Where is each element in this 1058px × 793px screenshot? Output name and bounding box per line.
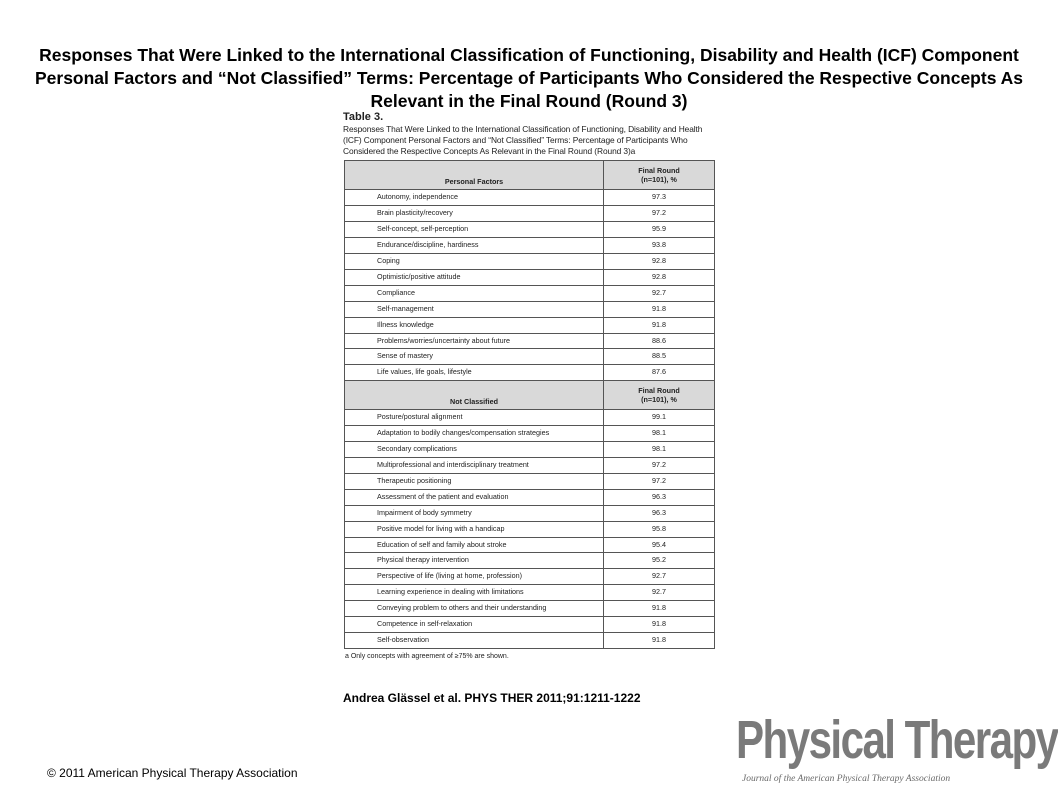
table-row bbox=[345, 585, 715, 601]
percentage-cell: 98.1 bbox=[604, 442, 715, 458]
table-row bbox=[345, 569, 715, 585]
percentage-cell: 97.3 bbox=[604, 190, 715, 206]
concept-cell: Impairment of body symmetry bbox=[345, 505, 604, 521]
logo-subtitle: Journal of the American Physical Therapy Association bbox=[742, 774, 951, 784]
percentage-cell: 95.9 bbox=[604, 222, 715, 238]
concept-cell: Education of self and family about stroke bbox=[345, 537, 604, 553]
title-clip bbox=[0, 0, 1058, 112]
table-row bbox=[345, 537, 715, 553]
value-header-line2: (n=101), % bbox=[641, 175, 677, 185]
concept-cell: Problems/worries/uncertainty about future bbox=[345, 333, 604, 349]
table-row bbox=[345, 410, 715, 426]
citation: Andrea Glässel et al. PHYS THER 2011;91:1211-1222 bbox=[343, 691, 641, 705]
concept-cell: Positive model for living with a handicap bbox=[345, 521, 604, 537]
logo-wordmark: Physical Therapy bbox=[736, 710, 1058, 770]
percentage-cell: 99.1 bbox=[604, 410, 715, 426]
table-row bbox=[345, 473, 715, 489]
percentage-cell: 92.7 bbox=[604, 585, 715, 601]
table-caption: Responses That Were Linked to the International Classification of Functioning, Disability and Health (ICF) Component Personal Factors and “Not Classified” Terms: Percentage of Participants Who Considered the Respective Concepts As Relevant in the Final Round (Round 3)a bbox=[343, 124, 703, 156]
section-header-row bbox=[345, 161, 715, 190]
concept-cell: Illness knowledge bbox=[345, 317, 604, 333]
concept-cell: Sense of mastery bbox=[345, 349, 604, 365]
table-row bbox=[345, 553, 715, 569]
concept-cell: Multiprofessional and interdisciplinary treatment bbox=[345, 457, 604, 473]
table-row bbox=[345, 617, 715, 633]
percentage-cell: 88.5 bbox=[604, 349, 715, 365]
percentage-cell: 96.3 bbox=[604, 505, 715, 521]
section-header-row bbox=[345, 381, 715, 410]
concept-cell: Learning experience in dealing with limitations bbox=[345, 585, 604, 601]
value-header-line1: Final Round bbox=[638, 385, 680, 395]
percentage-cell: 92.7 bbox=[604, 285, 715, 301]
concept-cell: Brain plasticity/recovery bbox=[345, 206, 604, 222]
table-row bbox=[345, 601, 715, 617]
table-row bbox=[345, 333, 715, 349]
percentage-cell: 95.8 bbox=[604, 521, 715, 537]
percentage-cell: 91.8 bbox=[604, 317, 715, 333]
percentage-cell: 95.2 bbox=[604, 553, 715, 569]
percentage-cell: 97.2 bbox=[604, 457, 715, 473]
value-column-header bbox=[604, 381, 715, 410]
concept-cell: Assessment of the patient and evaluation bbox=[345, 489, 604, 505]
concept-cell: Physical therapy intervention bbox=[345, 553, 604, 569]
percentage-cell: 92.7 bbox=[604, 569, 715, 585]
table-row bbox=[345, 521, 715, 537]
data-table bbox=[344, 160, 715, 648]
concept-cell: Adaptation to bodily changes/compensation strategies bbox=[345, 426, 604, 442]
table-row bbox=[345, 349, 715, 365]
percentage-cell: 95.4 bbox=[604, 537, 715, 553]
slide-title: Responses That Were Linked to the International Classification of Functioning, Disability and Health (ICF) Component Personal Factors and “Not Classified” Terms: Percentage of Participants Who Considered the Respective Concepts As Relevant in the Final Round (Round 3) bbox=[34, 45, 1024, 111]
concept-cell: Coping bbox=[345, 254, 604, 270]
concept-cell: Self-management bbox=[345, 301, 604, 317]
physical-therapy-logo bbox=[736, 710, 1058, 790]
table-label: Table 3. bbox=[343, 111, 384, 123]
table-figure bbox=[340, 111, 720, 660]
table-row bbox=[345, 442, 715, 458]
concept-cell: Optimistic/positive attitude bbox=[345, 269, 604, 285]
percentage-cell: 91.8 bbox=[604, 601, 715, 617]
table-row bbox=[345, 285, 715, 301]
percentage-cell: 96.3 bbox=[604, 489, 715, 505]
table-row bbox=[345, 489, 715, 505]
concept-cell: Posture/postural alignment bbox=[345, 410, 604, 426]
concept-cell: Life values, life goals, lifestyle bbox=[345, 365, 604, 381]
concept-cell: Self-observation bbox=[345, 632, 604, 648]
value-header-line1: Final Round bbox=[638, 165, 680, 175]
copyright: © 2011 American Physical Therapy Association bbox=[47, 766, 298, 780]
section-header: Not Classified bbox=[345, 381, 604, 410]
percentage-cell: 98.1 bbox=[604, 426, 715, 442]
table-row bbox=[345, 365, 715, 381]
concept-cell: Competence in self-relaxation bbox=[345, 617, 604, 633]
value-column-header bbox=[604, 161, 715, 190]
table-row bbox=[345, 301, 715, 317]
table-row bbox=[345, 269, 715, 285]
percentage-cell: 93.8 bbox=[604, 238, 715, 254]
percentage-cell: 92.8 bbox=[604, 269, 715, 285]
concept-cell: Secondary complications bbox=[345, 442, 604, 458]
table-row bbox=[345, 222, 715, 238]
concept-cell: Conveying problem to others and their understanding bbox=[345, 601, 604, 617]
section-header: Personal Factors bbox=[345, 161, 604, 190]
percentage-cell: 91.8 bbox=[604, 617, 715, 633]
table-row bbox=[345, 190, 715, 206]
table-row bbox=[345, 426, 715, 442]
concept-cell: Compliance bbox=[345, 285, 604, 301]
value-header-line2: (n=101), % bbox=[641, 395, 677, 405]
percentage-cell: 91.8 bbox=[604, 301, 715, 317]
concept-cell: Autonomy, independence bbox=[345, 190, 604, 206]
table-row bbox=[345, 632, 715, 648]
percentage-cell: 97.2 bbox=[604, 206, 715, 222]
table-row bbox=[345, 206, 715, 222]
percentage-cell: 87.6 bbox=[604, 365, 715, 381]
percentage-cell: 97.2 bbox=[604, 473, 715, 489]
table-footnote: a Only concepts with agreement of ≥75% are shown. bbox=[345, 652, 509, 660]
concept-cell: Perspective of life (living at home, profession) bbox=[345, 569, 604, 585]
percentage-cell: 92.8 bbox=[604, 254, 715, 270]
table-row bbox=[345, 254, 715, 270]
table-row bbox=[345, 238, 715, 254]
concept-cell: Therapeutic positioning bbox=[345, 473, 604, 489]
percentage-cell: 91.8 bbox=[604, 632, 715, 648]
percentage-cell: 88.6 bbox=[604, 333, 715, 349]
concept-cell: Endurance/discipline, hardiness bbox=[345, 238, 604, 254]
concept-cell: Self-concept, self-perception bbox=[345, 222, 604, 238]
table-row bbox=[345, 505, 715, 521]
table-row bbox=[345, 457, 715, 473]
table-row bbox=[345, 317, 715, 333]
